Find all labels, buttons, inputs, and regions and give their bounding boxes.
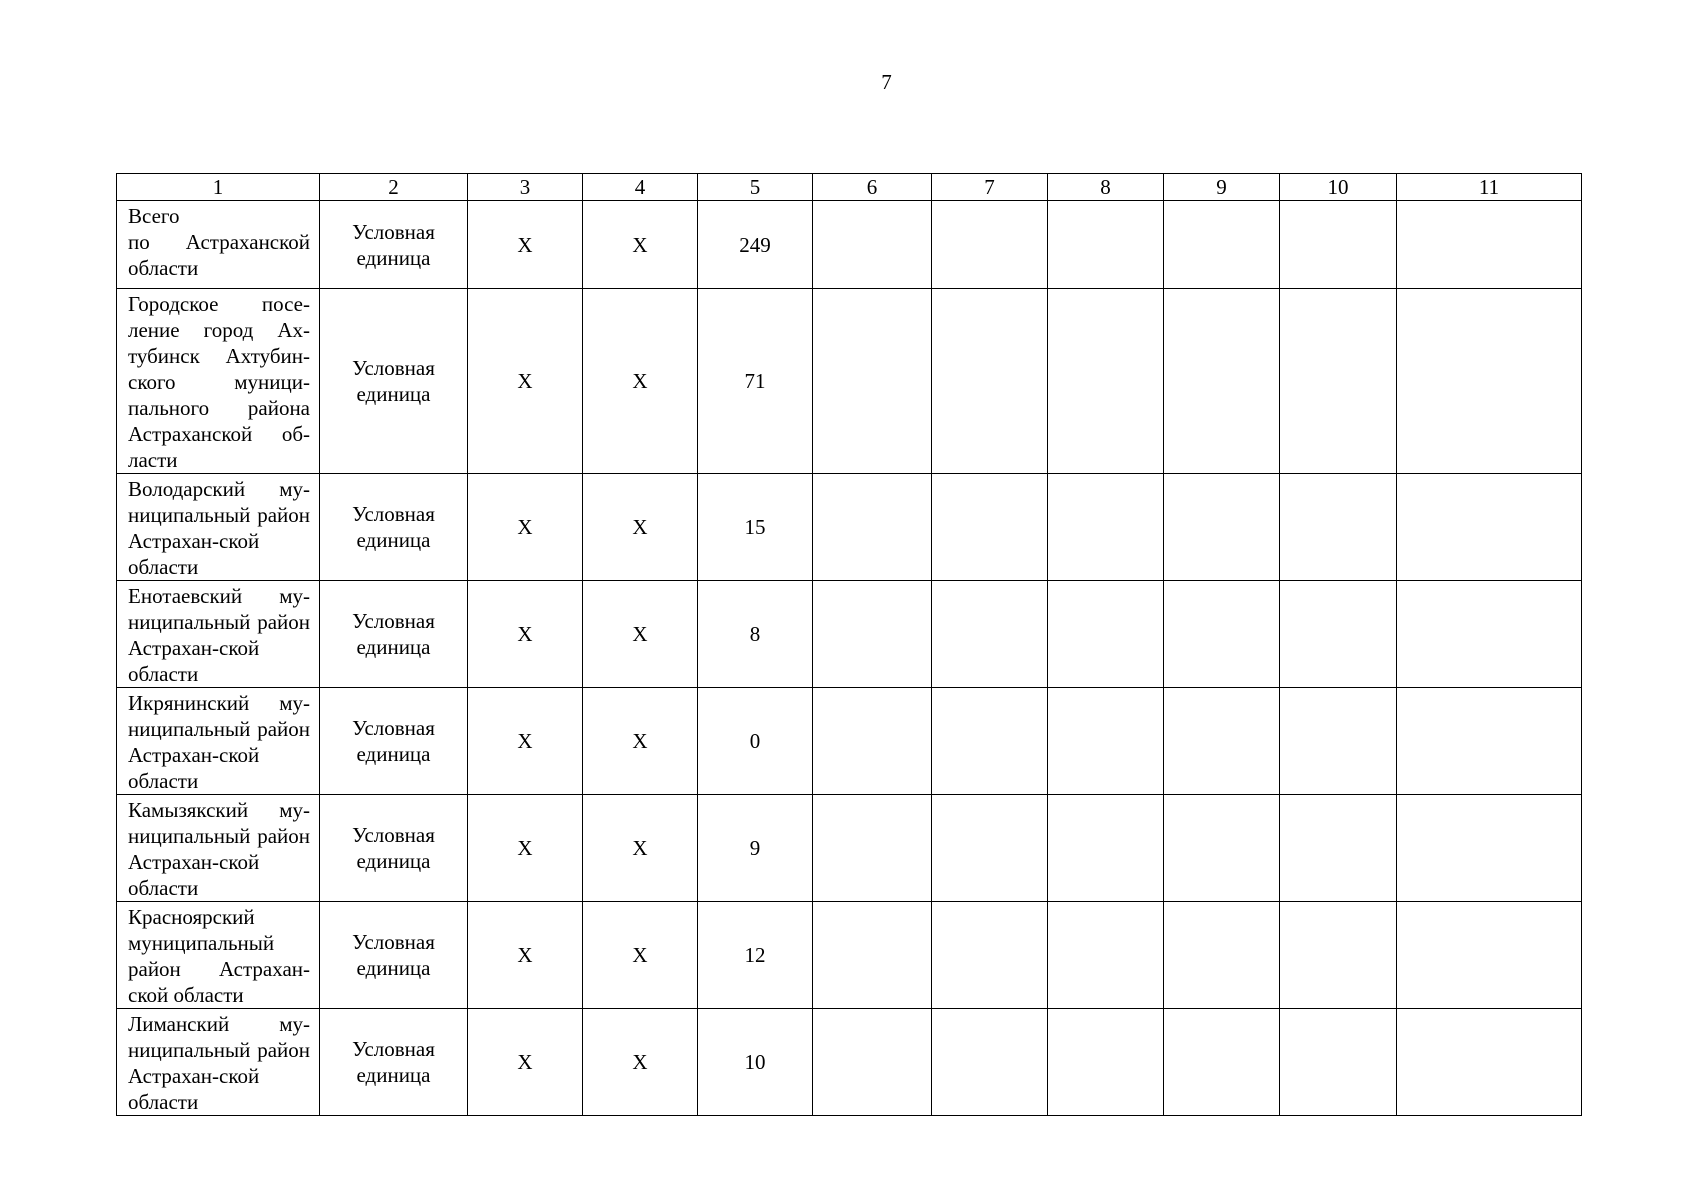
table-row — [117, 581, 1582, 688]
value-cell: 10 — [698, 1009, 813, 1116]
empty-cell — [1048, 688, 1164, 795]
value-cell: Х — [468, 1009, 583, 1116]
empty-cell — [1397, 902, 1582, 1009]
value-cell: Х — [583, 289, 698, 474]
region-name-cell: Лиманский му-ниципальный район Астрахан-ской области — [117, 1009, 320, 1116]
unit-cell: Условная единица — [320, 474, 468, 581]
empty-cell — [1048, 581, 1164, 688]
region-name-cell: Красноярский муниципальный район Астрахан-ской области — [117, 902, 320, 1009]
table-row — [117, 688, 1582, 795]
empty-cell — [932, 1009, 1048, 1116]
empty-cell — [1164, 688, 1280, 795]
table-row — [117, 201, 1582, 289]
column-header: 10 — [1280, 174, 1397, 201]
empty-cell — [932, 902, 1048, 1009]
empty-cell — [1397, 201, 1582, 289]
column-header: 11 — [1397, 174, 1582, 201]
empty-cell — [813, 289, 932, 474]
column-header: 4 — [583, 174, 698, 201]
empty-cell — [813, 902, 932, 1009]
value-cell: 15 — [698, 474, 813, 581]
unit-cell: Условная единица — [320, 201, 468, 289]
empty-cell — [1397, 581, 1582, 688]
value-cell: 249 — [698, 201, 813, 289]
empty-cell — [932, 289, 1048, 474]
empty-cell — [1048, 1009, 1164, 1116]
unit-cell: Условная единица — [320, 902, 468, 1009]
empty-cell — [1164, 474, 1280, 581]
unit-cell: Условная единица — [320, 795, 468, 902]
empty-cell — [1164, 1009, 1280, 1116]
empty-cell — [1048, 474, 1164, 581]
empty-cell — [932, 688, 1048, 795]
value-cell: Х — [468, 474, 583, 581]
region-name-cell: Енотаевский му-ниципальный район Астрахан-ской области — [117, 581, 320, 688]
value-cell: Х — [468, 581, 583, 688]
unit-cell: Условная единица — [320, 1009, 468, 1116]
empty-cell — [1048, 201, 1164, 289]
empty-cell — [1397, 474, 1582, 581]
unit-cell: Условная единица — [320, 581, 468, 688]
region-name-cell: Икрянинский му-ниципальный район Астрахан-ской области — [117, 688, 320, 795]
column-header: 7 — [932, 174, 1048, 201]
empty-cell — [1280, 902, 1397, 1009]
empty-cell — [813, 201, 932, 289]
value-cell: 12 — [698, 902, 813, 1009]
table-row — [117, 795, 1582, 902]
region-name-cell: Всего по Астраханской области — [117, 201, 320, 289]
empty-cell — [1397, 1009, 1582, 1116]
empty-cell — [1164, 201, 1280, 289]
empty-cell — [813, 474, 932, 581]
empty-cell — [932, 201, 1048, 289]
empty-cell — [1280, 201, 1397, 289]
empty-cell — [1048, 795, 1164, 902]
column-header: 6 — [813, 174, 932, 201]
column-header: 2 — [320, 174, 468, 201]
empty-cell — [813, 1009, 932, 1116]
empty-cell — [813, 581, 932, 688]
empty-cell — [1397, 289, 1582, 474]
value-cell: 0 — [698, 688, 813, 795]
region-name-cell: Городское посе-ление город Ах-тубинск Ахтубин-ского муници-пального района Астраханской об-ласти — [117, 289, 320, 474]
empty-cell — [932, 795, 1048, 902]
value-cell: 9 — [698, 795, 813, 902]
value-cell: Х — [468, 902, 583, 1009]
empty-cell — [1164, 902, 1280, 1009]
value-cell: Х — [583, 581, 698, 688]
column-header: 9 — [1164, 174, 1280, 201]
empty-cell — [1164, 289, 1280, 474]
empty-cell — [1280, 474, 1397, 581]
empty-cell — [1164, 581, 1280, 688]
table-row — [117, 902, 1582, 1009]
value-cell: Х — [583, 688, 698, 795]
empty-cell — [1164, 795, 1280, 902]
empty-cell — [813, 688, 932, 795]
empty-cell — [932, 581, 1048, 688]
value-cell: Х — [583, 201, 698, 289]
value-cell: Х — [468, 289, 583, 474]
empty-cell — [1280, 289, 1397, 474]
region-name-cell: Володарский му-ниципальный район Астрахан-ской области — [117, 474, 320, 581]
unit-cell: Условная единица — [320, 289, 468, 474]
region-name-cell: Камызякский му-ниципальный район Астрахан-ской области — [117, 795, 320, 902]
table-header-row — [117, 174, 1582, 201]
table-row — [117, 289, 1582, 474]
empty-cell — [1280, 1009, 1397, 1116]
value-cell: Х — [583, 1009, 698, 1116]
value-cell: Х — [583, 902, 698, 1009]
data-table — [116, 173, 1582, 1116]
empty-cell — [1048, 289, 1164, 474]
empty-cell — [813, 795, 932, 902]
unit-cell: Условная единица — [320, 688, 468, 795]
column-header: 1 — [117, 174, 320, 201]
value-cell: Х — [468, 688, 583, 795]
page-number: 7 — [881, 70, 892, 94]
empty-cell — [1280, 795, 1397, 902]
empty-cell — [932, 474, 1048, 581]
value-cell: Х — [583, 474, 698, 581]
empty-cell — [1397, 688, 1582, 795]
value-cell: 8 — [698, 581, 813, 688]
empty-cell — [1280, 688, 1397, 795]
table-row — [117, 1009, 1582, 1116]
empty-cell — [1397, 795, 1582, 902]
column-header: 8 — [1048, 174, 1164, 201]
empty-cell — [1048, 902, 1164, 1009]
column-header: 5 — [698, 174, 813, 201]
column-header: 3 — [468, 174, 583, 201]
value-cell: Х — [468, 795, 583, 902]
table-row — [117, 474, 1582, 581]
value-cell: 71 — [698, 289, 813, 474]
value-cell: Х — [468, 201, 583, 289]
value-cell: Х — [583, 795, 698, 902]
empty-cell — [1280, 581, 1397, 688]
